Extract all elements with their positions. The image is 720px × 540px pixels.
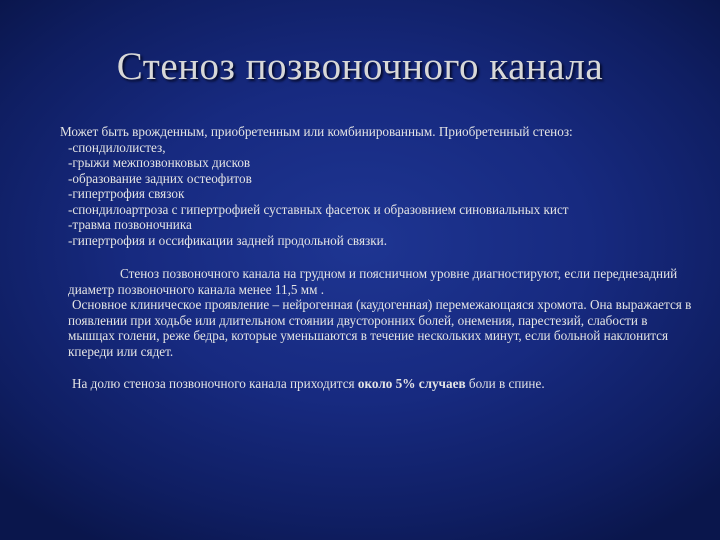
cause-item: -грыжи межпозвонковых дисков xyxy=(68,155,251,170)
slide-body xyxy=(60,124,693,392)
cause-item: -гипертрофия и оссификации задней продольной связки. xyxy=(68,232,388,248)
cause-item: -спондилолистез, xyxy=(68,139,166,155)
share-text-before: На долю стеноза позвоночного канала приходится xyxy=(72,376,358,391)
clinical-paragraph: Основное клиническое проявление – нейрогенная (каудогенная) перемежающаяся хромота. Она выражается в появлении при ходьбе или длительном стоянии двусторонних болей, онемения, парестезий, слабости в мышцах голени, реже бедра, которые уменьшаются в течение нескольких минут, если больной наклонится кпереди или сядет. xyxy=(68,297,692,359)
cause-item: -спондилоартроза с гипертрофией суставных фасеток и образовнием синовиальных кист xyxy=(68,201,569,217)
cause-item: -травма позвоночника xyxy=(68,217,192,232)
intro-text: Может быть врожденным, приобретенным или комбинированным. Приобретенный стеноз: xyxy=(60,124,573,139)
slide-title: Стеноз позвоночного канала xyxy=(116,45,604,88)
share-text-after: боли в спине. xyxy=(465,376,545,391)
share-paragraph xyxy=(68,376,693,392)
cause-item: -гипертрофия связок xyxy=(68,186,185,201)
diagnosis-paragraph: Стеноз позвоночного канала на грудном и поясничном уровне диагностируют, если переднезадний диаметр позвоночного канала менее 11,5 мм . xyxy=(68,266,678,297)
share-emphasis: около 5% случаев xyxy=(357,376,466,391)
cause-item: -образование задних остеофитов xyxy=(68,170,252,186)
